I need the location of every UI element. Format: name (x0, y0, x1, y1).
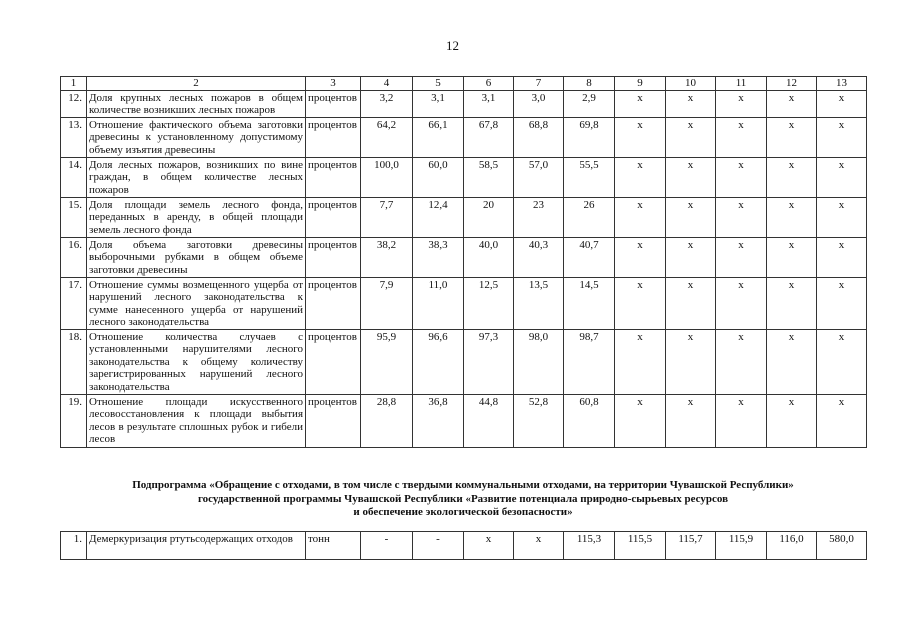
column-number: 8 (564, 77, 615, 91)
indicators-body (61, 90, 867, 447)
column-number: 13 (817, 77, 867, 91)
value-cell: 67,8 (464, 117, 514, 157)
value-cell: 7,9 (361, 277, 413, 329)
value-cell: 97,3 (464, 329, 514, 394)
value-cell: 60,8 (564, 394, 615, 447)
value-cell: 3,0 (514, 90, 564, 117)
value-cell: 12,5 (464, 277, 514, 329)
unit-cell: процентов (306, 157, 361, 197)
value-cell: х (666, 90, 716, 117)
value-cell: 100,0 (361, 157, 413, 197)
value-cell: х (464, 532, 514, 560)
indicator-name: Отношение количества случаев с установленными нарушителями лесного законодательства к общему количеству зарегистрированных нарушений лесного законодательства (87, 329, 306, 394)
indicator-name: Отношение площади искусственного лесовосстановления к площади выбытия лесов в результате сплошных рубок и гибели лесов (87, 394, 306, 447)
value-cell: х (615, 117, 666, 157)
value-cell: 3,1 (413, 90, 464, 117)
row-number: 14. (61, 157, 87, 197)
value-cell: - (361, 532, 413, 560)
table-row (61, 157, 867, 197)
value-cell: 40,0 (464, 237, 514, 277)
value-cell: х (666, 117, 716, 157)
unit-cell: тонн (306, 532, 361, 560)
unit-cell: процентов (306, 90, 361, 117)
value-cell: 55,5 (564, 157, 615, 197)
value-cell: х (817, 237, 867, 277)
table-row (61, 237, 867, 277)
table-row (61, 277, 867, 329)
value-cell: 36,8 (413, 394, 464, 447)
row-number: 17. (61, 277, 87, 329)
value-cell: х (666, 277, 716, 329)
value-cell: х (767, 157, 817, 197)
table-row (61, 532, 867, 560)
value-cell: х (666, 197, 716, 237)
value-cell: 20 (464, 197, 514, 237)
column-number: 5 (413, 77, 464, 91)
column-number: 7 (514, 77, 564, 91)
value-cell: 116,0 (767, 532, 817, 560)
column-number: 12 (767, 77, 817, 91)
value-cell: 64,2 (361, 117, 413, 157)
value-cell: 95,9 (361, 329, 413, 394)
value-cell: 3,2 (361, 90, 413, 117)
value-cell: х (615, 237, 666, 277)
value-cell: х (817, 277, 867, 329)
value-cell: х (666, 237, 716, 277)
value-cell: 60,0 (413, 157, 464, 197)
value-cell: х (716, 90, 767, 117)
value-cell: х (716, 394, 767, 447)
value-cell: 115,9 (716, 532, 767, 560)
value-cell: х (767, 117, 817, 157)
column-number: 9 (615, 77, 666, 91)
value-cell: 14,5 (564, 277, 615, 329)
value-cell: х (615, 90, 666, 117)
unit-cell: процентов (306, 197, 361, 237)
subprogram-title-line: государственной программы Чувашской Республики «Развитие потенциала природно-сырьевых ресурсов (197, 492, 729, 505)
table-row (61, 197, 867, 237)
unit-cell: процентов (306, 237, 361, 277)
value-cell: 69,8 (564, 117, 615, 157)
row-number: 12. (61, 90, 87, 117)
value-cell: х (716, 277, 767, 329)
value-cell: х (817, 197, 867, 237)
row-number: 15. (61, 197, 87, 237)
value-cell: 11,0 (413, 277, 464, 329)
table-row (61, 329, 867, 394)
indicator-name: Доля объема заготовки древесины выборочными рубками в общем объеме заготовки древесины (87, 237, 306, 277)
subprogram-title-line: Подпрограмма «Обращение с отходами, в том числе с твердыми коммунальными отходами, на территории Чувашской Республики» (132, 479, 794, 491)
subprogram-heading (60, 479, 866, 520)
value-cell: - (413, 532, 464, 560)
indicator-name: Доля лесных пожаров, возникших по вине граждан, в общем количестве лесных пожаров (87, 157, 306, 197)
column-number-row (61, 77, 867, 91)
value-cell: 23 (514, 197, 564, 237)
value-cell: х (716, 237, 767, 277)
value-cell: х (615, 394, 666, 447)
column-number: 10 (666, 77, 716, 91)
indicators-table (60, 76, 867, 448)
column-number: 3 (306, 77, 361, 91)
indicator-name: Отношение суммы возмещенного ущерба от нарушений лесного законодательства к сумме нанесенного ущерба от нарушений лесного законодательства (87, 277, 306, 329)
table-row (61, 394, 867, 447)
value-cell: х (767, 197, 817, 237)
value-cell: 66,1 (413, 117, 464, 157)
subprogram-body (61, 532, 867, 560)
value-cell: х (666, 394, 716, 447)
value-cell: 13,5 (514, 277, 564, 329)
value-cell: х (514, 532, 564, 560)
value-cell: 52,8 (514, 394, 564, 447)
value-cell: х (817, 329, 867, 394)
value-cell: 115,5 (615, 532, 666, 560)
value-cell: 40,7 (564, 237, 615, 277)
value-cell: х (716, 157, 767, 197)
unit-cell: процентов (306, 329, 361, 394)
value-cell: х (716, 329, 767, 394)
value-cell: 96,6 (413, 329, 464, 394)
value-cell: х (615, 157, 666, 197)
row-number: 16. (61, 237, 87, 277)
value-cell: х (615, 197, 666, 237)
value-cell: 26 (564, 197, 615, 237)
subprogram-title-line: и обеспечение экологической безопасности» (353, 506, 573, 518)
indicator-name: Доля площади земель лесного фонда, переданных в аренду, в общей площади земель лесного фонда (87, 197, 306, 237)
value-cell: х (615, 329, 666, 394)
row-number: 19. (61, 394, 87, 447)
row-number: 18. (61, 329, 87, 394)
value-cell: 115,3 (564, 532, 615, 560)
value-cell: 28,8 (361, 394, 413, 447)
value-cell: 98,0 (514, 329, 564, 394)
value-cell: 38,3 (413, 237, 464, 277)
value-cell: 7,7 (361, 197, 413, 237)
value-cell: х (767, 237, 817, 277)
value-cell: х (666, 157, 716, 197)
indicator-name: Отношение фактического объема заготовки древесины к установленному допустимому объему изъятия древесины (87, 117, 306, 157)
unit-cell: процентов (306, 277, 361, 329)
value-cell: 40,3 (514, 237, 564, 277)
unit-cell: процентов (306, 394, 361, 447)
column-number: 2 (87, 77, 306, 91)
value-cell: 115,7 (666, 532, 716, 560)
value-cell: х (716, 117, 767, 157)
value-cell: х (817, 157, 867, 197)
value-cell: х (767, 394, 817, 447)
value-cell: х (767, 277, 817, 329)
value-cell: 38,2 (361, 237, 413, 277)
value-cell: х (666, 329, 716, 394)
column-number: 11 (716, 77, 767, 91)
column-number: 1 (61, 77, 87, 91)
value-cell: 68,8 (514, 117, 564, 157)
value-cell: х (716, 197, 767, 237)
indicator-name: Демеркуризация ртутьсодержащих отходов (87, 532, 306, 560)
column-number: 4 (361, 77, 413, 91)
value-cell: х (615, 277, 666, 329)
value-cell: 12,4 (413, 197, 464, 237)
value-cell: 98,7 (564, 329, 615, 394)
value-cell: 580,0 (817, 532, 867, 560)
indicator-name: Доля крупных лесных пожаров в общем количестве возникших лесных пожаров (87, 90, 306, 117)
table-row (61, 90, 867, 117)
page-number: 12 (446, 38, 459, 53)
value-cell: 58,5 (464, 157, 514, 197)
unit-cell: процентов (306, 117, 361, 157)
value-cell: х (767, 329, 817, 394)
value-cell: 3,1 (464, 90, 514, 117)
value-cell: х (817, 117, 867, 157)
subprogram-table (60, 531, 867, 560)
column-number: 6 (464, 77, 514, 91)
row-number: 1. (61, 532, 87, 560)
value-cell: х (817, 394, 867, 447)
value-cell: 2,9 (564, 90, 615, 117)
table-row (61, 117, 867, 157)
row-number: 13. (61, 117, 87, 157)
value-cell: 57,0 (514, 157, 564, 197)
value-cell: х (817, 90, 867, 117)
value-cell: х (767, 90, 817, 117)
value-cell: 44,8 (464, 394, 514, 447)
